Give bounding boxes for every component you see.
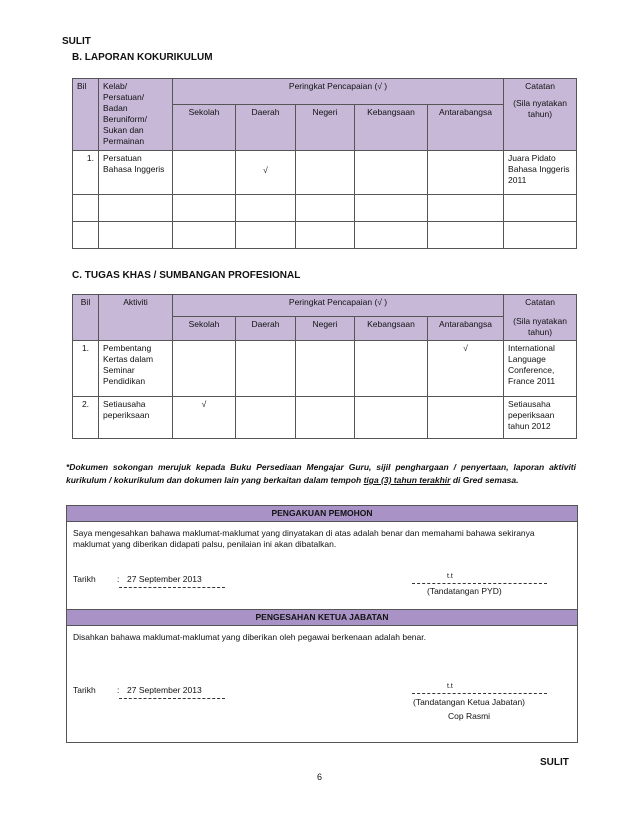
- row-sekolah: √: [173, 397, 236, 439]
- footnote-text-end: di Gred semasa.: [450, 475, 519, 485]
- date-underline: [119, 698, 225, 699]
- row-catatan: Juara Pidato Bahasa Inggeris 2011: [504, 151, 577, 195]
- header-peringkat: Peringkat Pencapaian (√ ): [173, 295, 504, 317]
- catatan-note: (Sila nyatakan tahun): [513, 316, 567, 337]
- header-kebangsaan: Kebangsaan: [355, 105, 428, 151]
- table-row: [73, 341, 577, 397]
- header-sekolah: Sekolah: [173, 105, 236, 151]
- row-negeri: [296, 222, 355, 249]
- tugas-khas-table: [72, 294, 577, 439]
- row-bil: 2.: [73, 397, 99, 439]
- row-negeri: [296, 195, 355, 222]
- row-daerah: [236, 341, 296, 397]
- row-name: [99, 195, 173, 222]
- row-antarabangsa: [428, 397, 504, 439]
- header-aktiviti: Aktiviti: [99, 295, 173, 341]
- row-name: Setiausaha peperiksaan: [99, 397, 173, 439]
- date-underline: [119, 587, 225, 588]
- page-number: 6: [317, 772, 323, 782]
- header-bil: Bil: [73, 79, 99, 151]
- row-bil: 1.: [73, 341, 99, 397]
- header-kelab: Kelab/ Persatuan/ Badan Beruniform/ Sukan dan Permainan: [99, 79, 173, 151]
- row-antarabangsa: [428, 222, 504, 249]
- signature-line: [412, 693, 547, 694]
- pengakuan-title: PENGAKUAN PEMOHON: [67, 506, 577, 522]
- header-negeri: Negeri: [296, 317, 355, 341]
- row-name: Pembentang Kertas dalam Seminar Pendidikan: [99, 341, 173, 397]
- row-antarabangsa: [428, 151, 504, 195]
- row-sekolah: [173, 151, 236, 195]
- signature-line: [412, 583, 547, 584]
- header-daerah: Daerah: [236, 317, 296, 341]
- row-name: Persatuan Bahasa Inggeris: [99, 151, 173, 195]
- row-daerah: [236, 222, 296, 249]
- header-kebangsaan: Kebangsaan: [355, 317, 428, 341]
- catatan-label: Catatan: [525, 81, 555, 91]
- pengakuan-pemohon-box: [66, 505, 578, 612]
- row-sekolah: [173, 222, 236, 249]
- row-kebangsaan: [355, 397, 428, 439]
- pengesahan-date-value: 27 September 2013: [127, 685, 202, 695]
- row-kebangsaan: [355, 195, 428, 222]
- signature-label: (Tandatangan PYD): [427, 586, 502, 596]
- footnote-text: *Dokumen sokongan merujuk kepada Buku Persediaan Mengajar Guru, sijil penghargaan / penyertaan, laporan aktiviti kurikulum / kokurikulum dan dokumen lain yang berkaitan dalam tempoh: [66, 462, 576, 485]
- pengakuan-date-value: 27 September 2013: [127, 574, 202, 584]
- header-catatan: [504, 295, 577, 341]
- signature-mark: t.t: [447, 573, 453, 580]
- row-antarabangsa: [428, 195, 504, 222]
- pengesahan-date-sep: :: [117, 685, 120, 695]
- pengesahan-date-label: Tarikh: [73, 685, 96, 695]
- footnote: [66, 461, 576, 487]
- signature-label: (Tandatangan Ketua Jabatan): [413, 697, 526, 707]
- row-daerah: [236, 195, 296, 222]
- row-catatan: International Language Conference, France 2011: [504, 341, 577, 397]
- header-bil: Bil: [73, 295, 99, 341]
- row-bil: 1.: [73, 151, 99, 195]
- pengesahan-ketua-box: [66, 609, 578, 743]
- header-negeri: Negeri: [296, 105, 355, 151]
- table-row: [73, 397, 577, 439]
- catatan-note: (Sila nyatakan tahun): [513, 98, 567, 119]
- pengakuan-date-label: Tarikh: [73, 574, 96, 584]
- header-antarabangsa: Antarabangsa: [428, 105, 504, 151]
- header-sekolah: Sekolah: [173, 317, 236, 341]
- pengakuan-text: Saya mengesahkan bahawa maklumat-maklumat yang dinyatakan di atas adalah benar dan memahami bahawa sekiranya maklumat yang diberikan didapati palsu, penilaian ini akan dibatalkan.: [73, 528, 535, 549]
- section-c-title: C. TUGAS KHAS / SUMBANGAN PROFESIONAL: [72, 270, 301, 281]
- row-bil: [73, 222, 99, 249]
- pengesahan-title: PENGESAHAN KETUA JABATAN: [67, 610, 577, 626]
- row-negeri: [296, 397, 355, 439]
- row-catatan: [504, 195, 577, 222]
- row-negeri: [296, 151, 355, 195]
- row-catatan: [504, 222, 577, 249]
- row-kebangsaan: [355, 341, 428, 397]
- row-kebangsaan: [355, 222, 428, 249]
- table-row: [73, 195, 577, 222]
- row-antarabangsa: √: [428, 341, 504, 397]
- pengakuan-date-sep: :: [117, 574, 120, 584]
- row-bil: [73, 195, 99, 222]
- row-daerah: √: [236, 151, 296, 195]
- header-catatan: [504, 79, 577, 151]
- row-sekolah: [173, 341, 236, 397]
- header-daerah: Daerah: [236, 105, 296, 151]
- catatan-label: Catatan: [525, 297, 555, 307]
- row-name: [99, 222, 173, 249]
- pengesahan-text: Disahkan bahawa maklumat-maklumat yang diberikan oleh pegawai berkenaan adalah benar.: [73, 632, 426, 642]
- table-row: [73, 222, 577, 249]
- row-catatan: Setiausaha peperiksaan tahun 2012: [504, 397, 577, 439]
- row-negeri: [296, 341, 355, 397]
- row-daerah: [236, 397, 296, 439]
- kokurikulum-table: [72, 78, 577, 249]
- row-sekolah: [173, 195, 236, 222]
- classification-header: SULIT: [62, 36, 91, 47]
- signature-mark: t.t: [447, 683, 453, 690]
- table-row: [73, 151, 577, 195]
- footnote-emphasis: tiga (3) tahun terakhir: [363, 475, 451, 485]
- classification-footer: SULIT: [540, 757, 569, 768]
- row-kebangsaan: [355, 151, 428, 195]
- cop-rasmi: Cop Rasmi: [448, 711, 491, 721]
- section-b-title: B. LAPORAN KOKURIKULUM: [72, 52, 213, 63]
- header-antarabangsa: Antarabangsa: [428, 317, 504, 341]
- header-peringkat: Peringkat Pencapaian (√ ): [173, 79, 504, 105]
